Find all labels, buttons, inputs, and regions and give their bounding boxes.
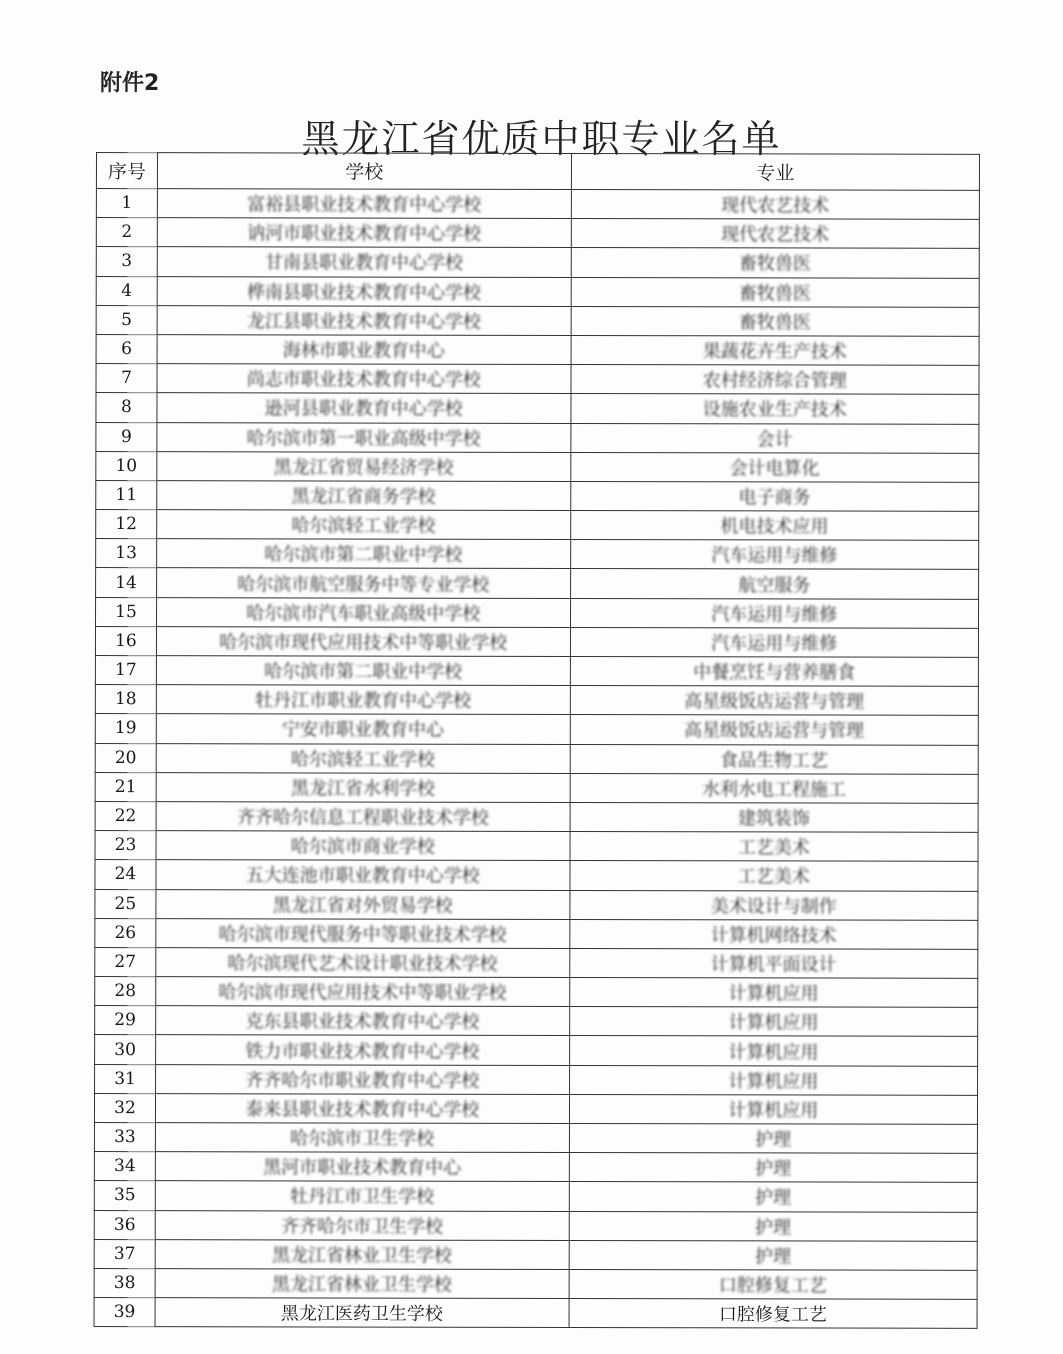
row-number: 26: [95, 918, 156, 947]
row-number: 5: [96, 305, 157, 334]
table-row: [96, 305, 979, 336]
row-number: 14: [96, 568, 157, 597]
school-name: 黑龙江省商务学校: [157, 481, 571, 511]
row-number: 10: [96, 451, 157, 480]
school-name: 海林市职业教育中心: [157, 335, 571, 365]
major-name: 会计: [570, 423, 978, 453]
school-name: 讷河市职业技术教育中心学校: [157, 218, 571, 248]
table-row: [95, 685, 978, 716]
major-name: 农村经济综合管理: [571, 365, 979, 395]
major-name: 航空服务: [570, 569, 978, 599]
table-row: [95, 626, 978, 657]
major-name: 汽车运用与维修: [570, 598, 978, 628]
row-number: 24: [95, 860, 156, 889]
table-row: [95, 714, 978, 745]
row-number: 21: [95, 772, 156, 801]
row-number: 16: [95, 626, 156, 655]
major-name: 现代农艺技术: [571, 189, 979, 219]
row-number: 19: [95, 714, 156, 743]
row-number: 9: [96, 422, 157, 451]
school-name: 铁力市职业技术教育中心学校: [156, 1035, 570, 1065]
row-number: 15: [96, 597, 157, 626]
major-name: 高星级饭店运营与管理: [570, 686, 978, 716]
major-name: 美术设计与制作: [569, 890, 977, 920]
table-row: [94, 1210, 977, 1241]
row-number: 2: [96, 218, 157, 247]
school-name: 哈尔滨市商业学校: [156, 831, 570, 861]
school-name: 黑龙江医药卫生学校: [155, 1298, 569, 1328]
school-name: 齐齐哈尔市卫生学校: [155, 1210, 569, 1240]
table-row: [96, 247, 979, 278]
major-name: 汽车运用与维修: [570, 627, 978, 657]
table-row: [94, 1093, 977, 1124]
major-name: 口腔修复工艺: [569, 1299, 977, 1329]
school-name: 齐齐哈尔市职业教育中心学校: [155, 1064, 569, 1094]
major-name: 护理: [569, 1240, 977, 1270]
row-number: 31: [95, 1064, 156, 1093]
major-name: 果蔬花卉生产技术: [571, 335, 979, 365]
major-name: 汽车运用与维修: [570, 540, 978, 570]
major-name: 护理: [569, 1153, 977, 1183]
table-row: [96, 334, 979, 365]
school-name: 尚志市职业技术教育中心学校: [157, 364, 571, 394]
table-row: [96, 393, 979, 424]
table-row: [95, 831, 978, 862]
table-row: [94, 1181, 977, 1212]
school-name: 哈尔滨市现代服务中等职业技术学校: [156, 918, 570, 948]
school-name: 哈尔滨市现代应用技术中等职业学校: [156, 626, 570, 656]
major-name: 口腔修复工艺: [569, 1269, 977, 1299]
school-name: 黑龙江省林业卫生学校: [155, 1239, 569, 1269]
table-row: [94, 1268, 977, 1299]
school-name: 逊河县职业教育中心学校: [157, 393, 571, 423]
table-header-row: [96, 153, 979, 191]
header-major: 专业: [571, 153, 979, 190]
table-row: [95, 655, 978, 686]
school-name: 牡丹江市职业教育中心学校: [156, 685, 570, 715]
table-row: [96, 218, 979, 249]
table-row: [96, 510, 979, 541]
row-number: 39: [94, 1298, 155, 1327]
school-name: 哈尔滨市航空服务中等专业学校: [157, 568, 571, 598]
row-number: 29: [95, 1006, 156, 1035]
school-name: 五大连池市职业教育中心学校: [156, 860, 570, 890]
school-name: 哈尔滨市汽车职业高级中学校: [156, 597, 570, 627]
school-name: 富裕县职业技术教育中心学校: [157, 189, 571, 219]
school-name: 桦南县职业技术教育中心学校: [157, 276, 571, 306]
table-row: [95, 772, 978, 803]
row-number: 6: [96, 334, 157, 363]
table-row: [96, 568, 979, 599]
table-row: [94, 1152, 977, 1183]
table-row: [94, 1298, 977, 1329]
table-row: [95, 743, 978, 774]
major-name: 设施农业生产技术: [571, 394, 979, 424]
school-name: 齐齐哈尔信息工程职业技术学校: [156, 802, 570, 832]
major-name: 计算机应用: [569, 1065, 977, 1095]
row-number: 12: [96, 510, 157, 539]
table-row: [94, 1122, 977, 1153]
table-row: [96, 539, 979, 570]
table-row: [95, 860, 978, 891]
school-name: 宁安市职业教育中心: [156, 714, 570, 744]
table-row: [96, 480, 979, 511]
school-name: 哈尔滨市卫生学校: [155, 1123, 569, 1153]
school-name: 黑河市职业技术教育中心: [155, 1152, 569, 1182]
row-number: 38: [94, 1268, 155, 1297]
table-row: [96, 597, 979, 628]
school-name: 龙江县职业技术教育中心学校: [157, 305, 571, 335]
major-name: 计算机平面设计: [569, 948, 977, 978]
header-school: 学校: [157, 153, 571, 190]
row-number: 34: [94, 1152, 155, 1181]
row-number: 27: [95, 947, 156, 976]
row-number: 1: [96, 189, 157, 218]
school-name: 克东县职业技术教育中心学校: [156, 1006, 570, 1036]
table-row: [96, 364, 979, 395]
major-name: 工艺美术: [570, 832, 978, 862]
attachment-label: 附件2: [100, 71, 160, 96]
school-name: 黑龙江省林业卫生学校: [155, 1269, 569, 1299]
school-name: 泰来县职业技术教育中心学校: [155, 1093, 569, 1123]
row-number: 36: [94, 1210, 155, 1239]
major-name: 畜牧兽医: [571, 306, 979, 336]
row-number: 33: [94, 1122, 155, 1151]
table-row: [95, 801, 978, 832]
major-name: 中餐烹饪与营养膳食: [570, 656, 978, 686]
row-number: 22: [95, 801, 156, 830]
major-name: 畜牧兽医: [571, 248, 979, 278]
row-number: 18: [95, 685, 156, 714]
school-name: 哈尔滨市第一职业高级中学校: [157, 422, 571, 452]
major-name: 护理: [569, 1182, 977, 1212]
table-row: [96, 451, 979, 482]
school-name: 哈尔滨市第二职业中学校: [156, 656, 570, 686]
table-row: [96, 276, 979, 307]
table-row: [95, 977, 978, 1008]
school-name: 牡丹江市卫生学校: [155, 1181, 569, 1211]
major-name: 现代农艺技术: [571, 219, 979, 249]
table-row: [96, 422, 979, 453]
school-name: 哈尔滨市现代应用技术中等职业学校: [156, 977, 570, 1007]
table-row: [94, 1239, 977, 1270]
major-name: 畜牧兽医: [571, 277, 979, 307]
row-number: 30: [95, 1035, 156, 1064]
major-name: 计算机应用: [569, 1094, 977, 1124]
table-row: [95, 947, 978, 978]
table-row: [95, 1006, 978, 1037]
row-number: 4: [96, 276, 157, 305]
major-name: 工艺美术: [570, 861, 978, 891]
school-major-table: [94, 152, 980, 1329]
row-number: 7: [96, 364, 157, 393]
row-number: 37: [94, 1239, 155, 1268]
row-number: 17: [95, 655, 156, 684]
document-title: 黑龙江省优质中职专业名单: [301, 117, 782, 161]
major-name: 建筑装饰: [570, 802, 978, 832]
school-name: 黑龙江省对外贸易学校: [156, 889, 570, 919]
row-number: 35: [94, 1181, 155, 1210]
school-name: 黑龙江省水利学校: [156, 772, 570, 802]
school-name: 哈尔滨轻工业学校: [157, 510, 571, 540]
school-name: 哈尔滨市第二职业中学校: [157, 539, 571, 569]
major-name: 计算机应用: [569, 978, 977, 1008]
row-number: 8: [96, 393, 157, 422]
major-name: 计算机应用: [569, 1036, 977, 1066]
school-name: 哈尔滨轻工业学校: [156, 743, 570, 773]
row-number: 25: [95, 889, 156, 918]
major-name: 食品生物工艺: [570, 744, 978, 774]
major-name: 计算机应用: [569, 1007, 977, 1037]
school-name: 黑龙江省贸易经济学校: [157, 451, 571, 481]
row-number: 32: [94, 1093, 155, 1122]
table-row: [95, 1035, 978, 1066]
row-number: 23: [95, 831, 156, 860]
row-number: 28: [95, 977, 156, 1006]
major-name: 电子商务: [570, 481, 978, 511]
header-no: 序号: [96, 153, 157, 189]
row-number: 3: [96, 247, 157, 276]
row-number: 11: [96, 480, 157, 509]
major-name: 会计电算化: [570, 452, 978, 482]
school-name: 哈尔滨现代艺术设计职业技术学校: [156, 948, 570, 978]
table-row: [95, 918, 978, 949]
row-number: 20: [95, 743, 156, 772]
major-name: 计算机网络技术: [569, 919, 977, 949]
row-number: 13: [96, 539, 157, 568]
major-name: 护理: [569, 1211, 977, 1241]
major-name: 高星级饭店运营与管理: [570, 715, 978, 745]
table-row: [95, 889, 978, 920]
major-name: 水利水电工程施工: [570, 773, 978, 803]
major-name: 机电技术应用: [570, 511, 978, 541]
school-name: 甘南县职业教育中心学校: [157, 247, 571, 277]
major-name: 护理: [569, 1123, 977, 1153]
table-row: [96, 189, 979, 220]
table-row: [95, 1064, 978, 1095]
